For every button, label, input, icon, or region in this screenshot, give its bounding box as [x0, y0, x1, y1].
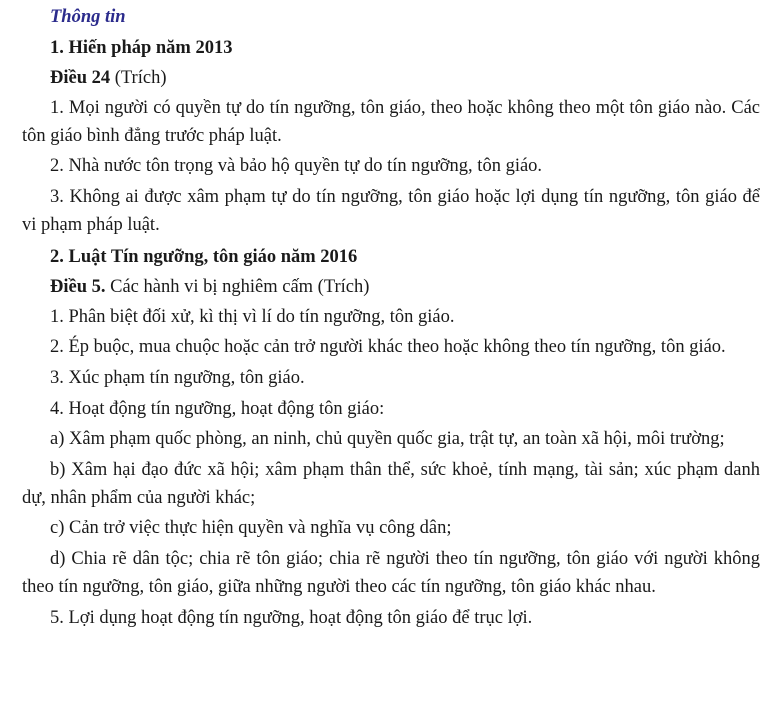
section-1-article [22, 63, 760, 94]
article-note: Các hành vi bị nghiêm cấm (Trích) [105, 277, 370, 298]
document-page [22, 2, 760, 634]
paragraph: d) Chia rẽ dân tộc; chia rẽ tôn giáo; chia rẽ người theo tín ngưỡng, tôn giáo với người không theo tín ngưỡng, tôn giáo, giữa những người theo các tín ngưỡng, tôn giáo khác nhau. [22, 548, 760, 597]
paragraph: 1. Mọi người có quyền tự do tín ngưỡng, tôn giáo, theo hoặc không theo một tôn giáo nào. Các tôn giáo bình đẳng trước pháp luật. [22, 97, 760, 146]
paragraph: 2. Nhà nước tôn trọng và bảo hộ quyền tự do tín ngưỡng, tôn giáo. [50, 156, 543, 177]
paragraph: 4. Hoạt động tín ngưỡng, hoạt động tôn giáo: [50, 398, 385, 419]
paragraph: b) Xâm hại đạo đức xã hội; xâm phạm thân thể, sức khoẻ, tính mạng, tài sản; xúc phạm danh dự, nhân phẩm của người khác; [22, 459, 760, 508]
section-2-article [22, 272, 760, 303]
info-heading: Thông tin [50, 7, 126, 27]
paragraph: 3. Không ai được xâm phạm tự do tín ngưỡng, tôn giáo hoặc lợi dụng tín ngưỡng, tôn giáo để vi phạm pháp luật. [22, 186, 760, 235]
paragraph: c) Cản trở việc thực hiện quyền và nghĩa vụ công dân; [50, 518, 452, 539]
article-label: Điều 24 [50, 68, 111, 89]
article-label: Điều 5. [50, 277, 106, 298]
paragraph: 5. Lợi dụng hoạt động tín ngưỡng, hoạt động tôn giáo để trục lợi. [50, 607, 533, 628]
paragraph: 1. Phân biệt đối xử, kì thị vì lí do tín ngưỡng, tôn giáo. [50, 306, 455, 327]
paragraph: 2. Ép buộc, mua chuộc hoặc cản trở người khác theo hoặc không theo tín ngưỡng, tôn giáo. [50, 337, 726, 358]
article-note: (Trích) [110, 68, 167, 89]
paragraph: 3. Xúc phạm tín ngưỡng, tôn giáo. [50, 367, 305, 388]
section-1-title: 1. Hiến pháp năm 2013 [50, 37, 233, 58]
paragraph: a) Xâm phạm quốc phòng, an ninh, chủ quyền quốc gia, trật tự, an toàn xã hội, môi trường; [50, 429, 725, 450]
section-2-title: 2. Luật Tín ngưỡng, tôn giáo năm 2016 [50, 246, 358, 267]
